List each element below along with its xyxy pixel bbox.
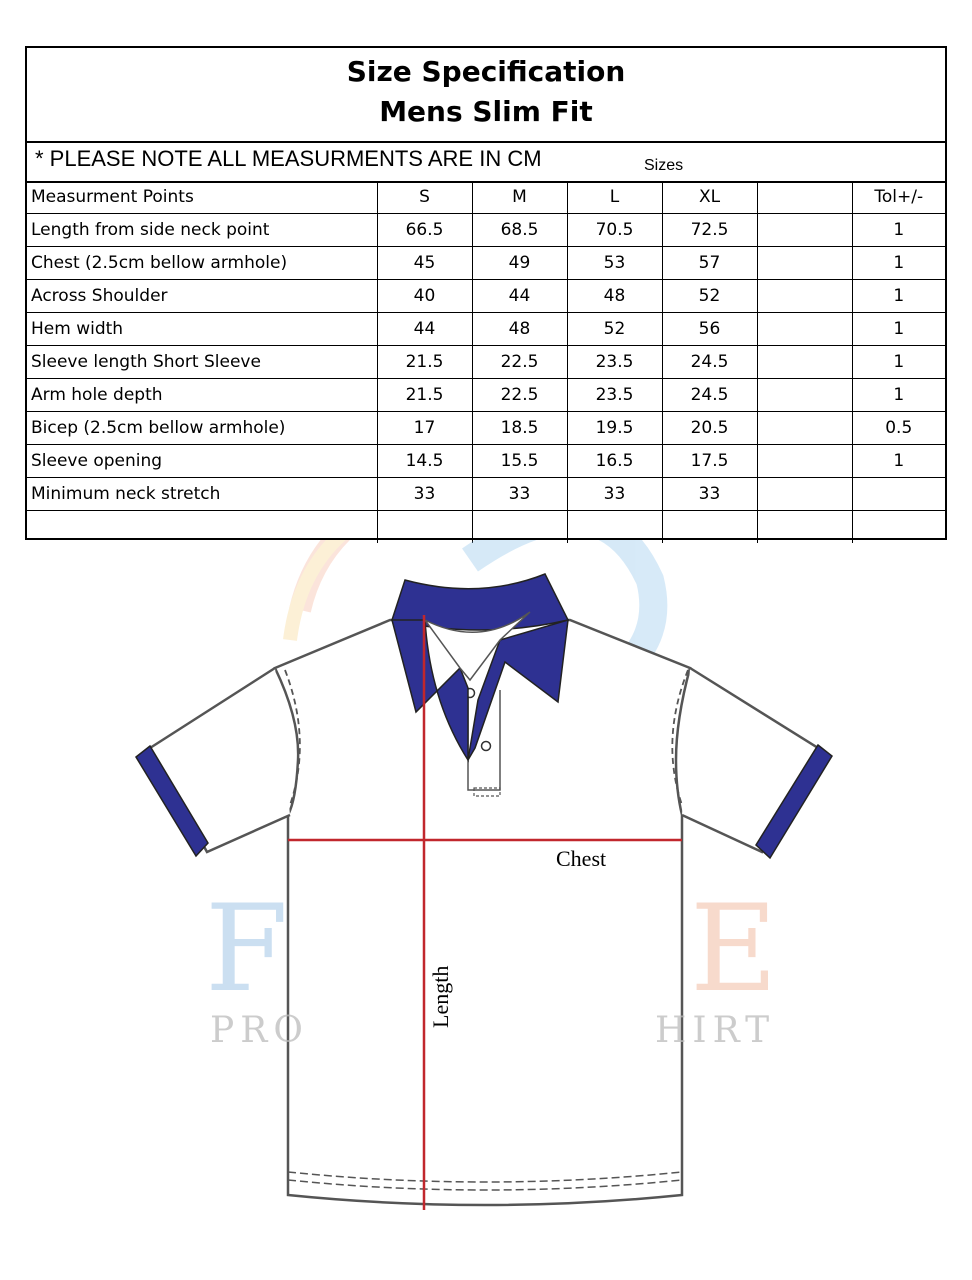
- header-size-l: L: [567, 181, 662, 214]
- cell-size-xl: 72.5: [662, 214, 757, 247]
- spec-title: Size Specification: [346, 55, 626, 88]
- header-tolerance: Tol+/-: [852, 181, 945, 214]
- cell-blank: [757, 346, 852, 379]
- cell-size-m: 44: [472, 280, 567, 313]
- units-note: * PLEASE NOTE ALL MEASURMENTS ARE IN CM: [35, 146, 542, 171]
- cell-size-m: 22.5: [472, 346, 567, 379]
- cell-size-l: 33: [567, 478, 662, 511]
- table-header-row: [27, 181, 945, 214]
- cell-blank: [757, 412, 852, 445]
- table-row: [27, 412, 945, 445]
- cell-size-xl: 20.5: [662, 412, 757, 445]
- polo-shirt-diagram: [0, 540, 972, 1280]
- cell-size-s: 17: [377, 412, 472, 445]
- cell-measurement-point: Minimum neck stretch: [27, 478, 377, 511]
- cell-tolerance: 1: [852, 379, 945, 412]
- button-bottom: [482, 742, 491, 751]
- header-size-m: M: [472, 181, 567, 214]
- header-size-xl: XL: [662, 181, 757, 214]
- cell-size-l: 16.5: [567, 445, 662, 478]
- watermark-letter-right: E: [690, 880, 778, 1019]
- cell-measurement-point: Hem width: [27, 313, 377, 346]
- header-size-s: S: [377, 181, 472, 214]
- cell-measurement-point: Chest (2.5cm bellow armhole): [27, 247, 377, 280]
- cell-size-xl: 33: [662, 478, 757, 511]
- table-row: [27, 280, 945, 313]
- chest-label: Chest: [556, 846, 607, 871]
- cell-measurement-point: Length from side neck point: [27, 214, 377, 247]
- cell-size-l: 53: [567, 247, 662, 280]
- cell-tolerance: [852, 511, 945, 544]
- cell-size-l: 52: [567, 313, 662, 346]
- size-spec-sheet: [25, 46, 947, 540]
- sizes-label: Sizes: [644, 157, 684, 174]
- cell-measurement-point: [27, 511, 377, 544]
- cell-size-m: 15.5: [472, 445, 567, 478]
- table-row: [27, 247, 945, 280]
- cell-size-s: 14.5: [377, 445, 472, 478]
- measurement-table: [27, 181, 945, 543]
- cell-size-m: [472, 511, 567, 544]
- cell-size-m: 68.5: [472, 214, 567, 247]
- cell-size-s: 33: [377, 478, 472, 511]
- cell-measurement-point: Arm hole depth: [27, 379, 377, 412]
- cell-size-xl: 24.5: [662, 346, 757, 379]
- cell-blank: [757, 379, 852, 412]
- cell-size-s: 66.5: [377, 214, 472, 247]
- cell-size-s: [377, 511, 472, 544]
- cell-tolerance: 1: [852, 280, 945, 313]
- cell-tolerance: 1: [852, 247, 945, 280]
- cell-size-m: 49: [472, 247, 567, 280]
- cell-size-l: 70.5: [567, 214, 662, 247]
- watermark-letter-left: F: [205, 880, 289, 1019]
- cell-size-xl: 17.5: [662, 445, 757, 478]
- cell-tolerance: [852, 478, 945, 511]
- note-row: [27, 141, 945, 183]
- cell-size-s: 21.5: [377, 346, 472, 379]
- header-blank: [757, 181, 852, 214]
- table-row: [27, 346, 945, 379]
- right-sleeve: [682, 668, 818, 852]
- table-row: [27, 445, 945, 478]
- cell-measurement-point: Bicep (2.5cm bellow armhole): [27, 412, 377, 445]
- table-row: [27, 379, 945, 412]
- left-sleeve: [150, 668, 290, 852]
- cell-size-l: 23.5: [567, 379, 662, 412]
- cell-measurement-point: Across Shoulder: [27, 280, 377, 313]
- cell-size-l: 19.5: [567, 412, 662, 445]
- length-label: Length: [428, 965, 453, 1028]
- cell-blank: [757, 247, 852, 280]
- cell-size-xl: 57: [662, 247, 757, 280]
- cell-size-l: [567, 511, 662, 544]
- cell-blank: [757, 445, 852, 478]
- cell-blank: [757, 280, 852, 313]
- cell-size-xl: 56: [662, 313, 757, 346]
- spec-subtitle: Mens Slim Fit: [379, 95, 593, 128]
- cell-measurement-point: Sleeve length Short Sleeve: [27, 346, 377, 379]
- cell-size-m: 18.5: [472, 412, 567, 445]
- cell-size-xl: 52: [662, 280, 757, 313]
- title-block: [27, 48, 945, 143]
- cell-size-l: 23.5: [567, 346, 662, 379]
- cell-blank: [757, 511, 852, 544]
- table-row: [27, 478, 945, 511]
- cell-blank: [757, 313, 852, 346]
- cell-tolerance: 1: [852, 214, 945, 247]
- cell-measurement-point: Sleeve opening: [27, 445, 377, 478]
- cell-size-xl: [662, 511, 757, 544]
- watermark-tagline-right: HIRT: [655, 1010, 776, 1051]
- table-row: [27, 214, 945, 247]
- cell-size-xl: 24.5: [662, 379, 757, 412]
- cell-tolerance: 1: [852, 313, 945, 346]
- table-row: [27, 511, 945, 544]
- cell-tolerance: 1: [852, 346, 945, 379]
- cell-blank: [757, 214, 852, 247]
- cell-size-m: 22.5: [472, 379, 567, 412]
- cell-size-s: 40: [377, 280, 472, 313]
- cell-size-s: 45: [377, 247, 472, 280]
- table-row: [27, 313, 945, 346]
- cell-size-m: 33: [472, 478, 567, 511]
- cell-size-s: 21.5: [377, 379, 472, 412]
- cell-size-s: 44: [377, 313, 472, 346]
- cell-size-l: 48: [567, 280, 662, 313]
- watermark-tagline-left: PRO: [210, 1010, 309, 1051]
- cell-tolerance: 0.5: [852, 412, 945, 445]
- header-measurement-points: Measurment Points: [27, 181, 377, 214]
- cell-blank: [757, 478, 852, 511]
- cell-tolerance: 1: [852, 445, 945, 478]
- cell-size-m: 48: [472, 313, 567, 346]
